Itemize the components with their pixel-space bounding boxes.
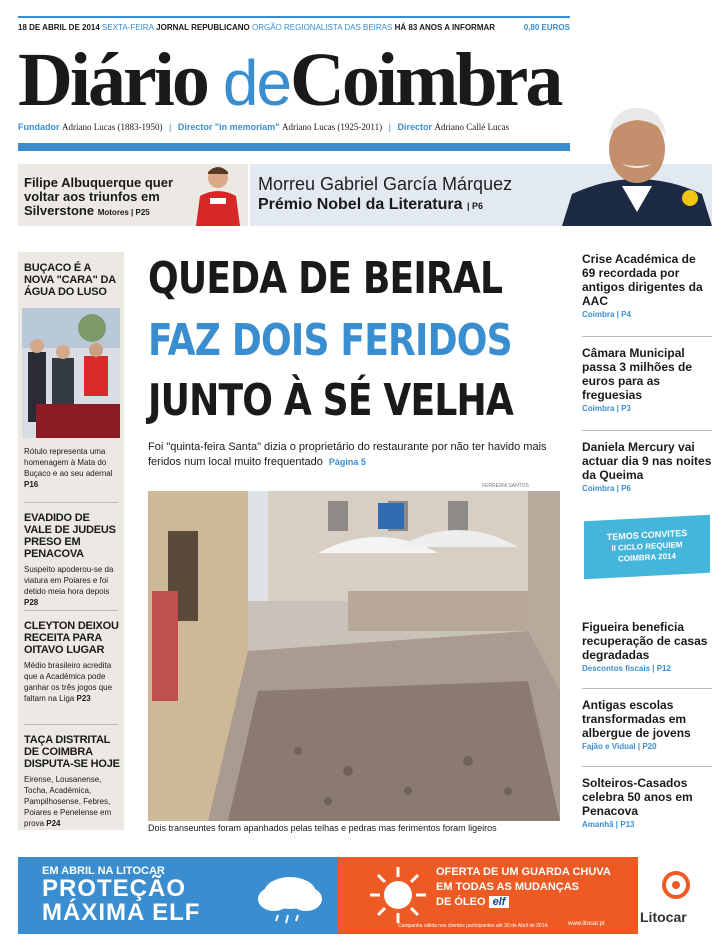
divider bbox=[582, 430, 712, 431]
sun-icon bbox=[368, 865, 428, 925]
ad-offer-text bbox=[436, 865, 611, 910]
masthead-rule bbox=[18, 143, 570, 151]
ad-fine-print: Campanha válida nos clientes participantes até 30 de Abril de 2014. bbox=[398, 923, 549, 929]
left-story-2[interactable] bbox=[24, 512, 120, 608]
headline-line3[interactable]: JUNTO À SÉ VELHA bbox=[148, 375, 514, 426]
ad-offer-line2: EM TODAS AS MUDANÇAS bbox=[436, 881, 580, 893]
right-story-title: Figueira beneficia recuperação de casas degradadas bbox=[582, 620, 708, 662]
right-story-title: Antigas escolas transformadas em albergue de jovens bbox=[582, 698, 691, 740]
left-story-page: P16 bbox=[24, 480, 39, 489]
left-story-text: Suspeito apoderou-se da viatura em Poiares e foi detido meia hora depois bbox=[24, 565, 114, 596]
litocar-logo-icon bbox=[662, 871, 690, 899]
ad-big-line2: MÁXIMA ELF bbox=[42, 899, 201, 926]
left-news-column bbox=[18, 252, 124, 830]
left-story-page: P28 bbox=[24, 598, 39, 607]
litocar-ad-banner[interactable] bbox=[18, 857, 712, 934]
divider bbox=[582, 688, 712, 689]
left-story-4[interactable] bbox=[24, 734, 120, 829]
racer-photo bbox=[188, 164, 248, 226]
ad-big-line1: PROTEÇÃO bbox=[42, 875, 187, 902]
ad-orange-panel bbox=[338, 857, 638, 934]
promo-motores-title: Filipe Albuquerque quer voltar aos triunfos em Silverstone bbox=[24, 175, 174, 218]
divider bbox=[582, 766, 712, 767]
left-story-text: Rótulo representa uma homenagem à Mata do Buçaco e ao seu adernal bbox=[24, 447, 113, 478]
promo-motores-section: Motores | P25 bbox=[97, 208, 150, 217]
issue-date: 18 DE ABRIL DE 2014 bbox=[18, 23, 100, 32]
credit-separator: | bbox=[388, 122, 391, 132]
price: 0,80 EUROS bbox=[523, 23, 570, 32]
right-story-tag: Amanhã | P13 bbox=[582, 820, 635, 829]
ad-big-text bbox=[42, 877, 200, 925]
paper-type: JORNAL REPUBLICANO bbox=[156, 23, 250, 32]
badge-line1: TEMOS CONVITES bbox=[606, 527, 688, 543]
promo-motores[interactable] bbox=[18, 164, 248, 226]
credit-label-memoriam: Director "in memoriam" bbox=[177, 122, 280, 132]
right-story-title: Daniela Mercury vai actuar dia 9 nas noites da Queima bbox=[582, 440, 712, 482]
right-story-2[interactable] bbox=[582, 346, 712, 413]
lede bbox=[148, 440, 560, 470]
left-story-text: Médio brasileiro acredita que a Académica pode ganhar os três jogos que faltam na Liga bbox=[24, 661, 113, 703]
masthead-diario: Diário bbox=[18, 38, 223, 122]
right-story-tag: Coimbra | P4 bbox=[582, 310, 631, 319]
right-story-tag: Coimbra | P6 bbox=[582, 484, 631, 493]
photo-caption: Dois transeuntes foram apanhados pelas telhas e pedras mas ferimentos foram ligeiros bbox=[148, 823, 497, 833]
right-story-title: Câmara Municipal passa 3 milhões de euros para as freguesias bbox=[582, 346, 693, 402]
right-story-tag: Descontos fiscais | P12 bbox=[582, 664, 671, 673]
garcia-marquez-portrait bbox=[562, 94, 712, 226]
lede-text: Foi "quinta-feira Santa" dizia o proprietário do restaurante por não ter havido mais feridos num local muito frequentado bbox=[148, 441, 547, 468]
right-story-5[interactable] bbox=[582, 698, 712, 751]
ad-blue-panel bbox=[18, 857, 338, 934]
main-photo-rubble-street bbox=[148, 491, 560, 821]
masthead-title bbox=[18, 36, 570, 124]
right-story-title: Crise Académica de 69 recordada por antigos dirigentes da AAC bbox=[582, 252, 703, 308]
right-story-4[interactable] bbox=[582, 620, 712, 673]
luso-event-photo bbox=[22, 308, 120, 438]
masthead-de: de bbox=[222, 47, 291, 119]
right-story-6[interactable] bbox=[582, 776, 712, 829]
divider bbox=[24, 502, 118, 503]
ad-website[interactable]: www.litocar.pt bbox=[568, 921, 605, 927]
left-story-page: P23 bbox=[76, 694, 91, 703]
left-story-page: P24 bbox=[46, 819, 61, 828]
right-story-tag: Coimbra | P3 bbox=[582, 404, 631, 413]
credit-name-founder: Adriano Lucas (1883-1950) bbox=[62, 122, 163, 132]
divider bbox=[24, 610, 118, 611]
ad-offer-line3: DE ÓLEO bbox=[436, 896, 486, 908]
promo-gm-line1: Morreu Gabriel García Márquez bbox=[258, 174, 513, 194]
left-story-title: TAÇA DISTRITAL DE COIMBRA DISPUTA-SE HOJE bbox=[24, 734, 120, 770]
headline-line2[interactable]: FAZ DOIS FERIDOS bbox=[148, 315, 512, 366]
paper-organ: ORGÃO REGIONALISTA DAS BEIRAS bbox=[252, 23, 393, 32]
ad-small-text: EM ABRIL NA LITOCAR bbox=[42, 865, 165, 877]
divider bbox=[24, 724, 118, 725]
right-story-3[interactable] bbox=[582, 440, 712, 493]
convites-badge[interactable] bbox=[584, 515, 710, 580]
masthead-coimbra: Coimbra bbox=[290, 38, 561, 122]
credit-label-founder: Fundador bbox=[18, 122, 60, 132]
credit-separator: | bbox=[169, 122, 172, 132]
right-story-title: Solteiros-Casados celebra 50 anos em Penacova bbox=[582, 776, 693, 818]
left-story-3[interactable] bbox=[24, 620, 120, 704]
promo-motores-text bbox=[24, 176, 189, 220]
ad-brand-panel bbox=[638, 857, 712, 934]
photo-credit: FERREIRA SANTOS bbox=[482, 483, 529, 489]
top-info-bar bbox=[18, 16, 570, 36]
badge-line3: COIMBRA 2014 bbox=[618, 551, 676, 564]
left-story-text: Eirense, Lousanense, Tocha, Académica, Pampilhosense, Febres, Poiares e Penelense em prova bbox=[24, 775, 112, 828]
lede-page[interactable]: Página 5 bbox=[328, 457, 366, 467]
headline-line1[interactable]: QUEDA DE BEIRAL bbox=[148, 253, 503, 304]
right-story-1[interactable] bbox=[582, 252, 712, 319]
weekday: SEXTA-FEIRA bbox=[102, 23, 154, 32]
elf-logo: elf bbox=[489, 896, 510, 908]
paper-years: HÁ 83 ANOS A INFORMAR bbox=[394, 23, 496, 32]
credit-name-director: Adriano Callé Lucas bbox=[434, 122, 509, 132]
left-story-1-text bbox=[24, 442, 120, 490]
right-story-tag: Fajão e Vidual | P20 bbox=[582, 742, 657, 751]
litocar-brand: Litocar bbox=[640, 909, 687, 925]
credit-label-director: Director bbox=[397, 122, 432, 132]
left-story-title: CLEYTON DEIXOU RECEITA PARA OITAVO LUGAR bbox=[24, 620, 119, 656]
promo-gm-title: Prémio Nobel da Literatura bbox=[258, 196, 463, 213]
left-story-title: EVADIDO DE VALE DE JUDEUS PRESO EM PENACOVA bbox=[24, 512, 116, 560]
promo-garcia-marquez[interactable] bbox=[250, 164, 712, 226]
staff-credits bbox=[18, 122, 570, 132]
promo-gm-page: | P6 bbox=[466, 201, 483, 211]
promo-gm-line2 bbox=[258, 196, 483, 214]
badge-line2: II CICLO REQUIEM bbox=[611, 540, 683, 553]
rain-cloud-icon bbox=[250, 867, 330, 927]
left-story-1[interactable] bbox=[24, 262, 120, 298]
ad-offer-line1: OFERTA DE UM GUARDA CHUVA bbox=[436, 866, 611, 878]
credit-name-memoriam: Adriano Lucas (1925-2011) bbox=[281, 122, 383, 132]
divider bbox=[582, 336, 712, 337]
left-story-title: BUÇACO É A NOVA "CARA" DA ÁGUA DO LUSO bbox=[24, 262, 116, 298]
